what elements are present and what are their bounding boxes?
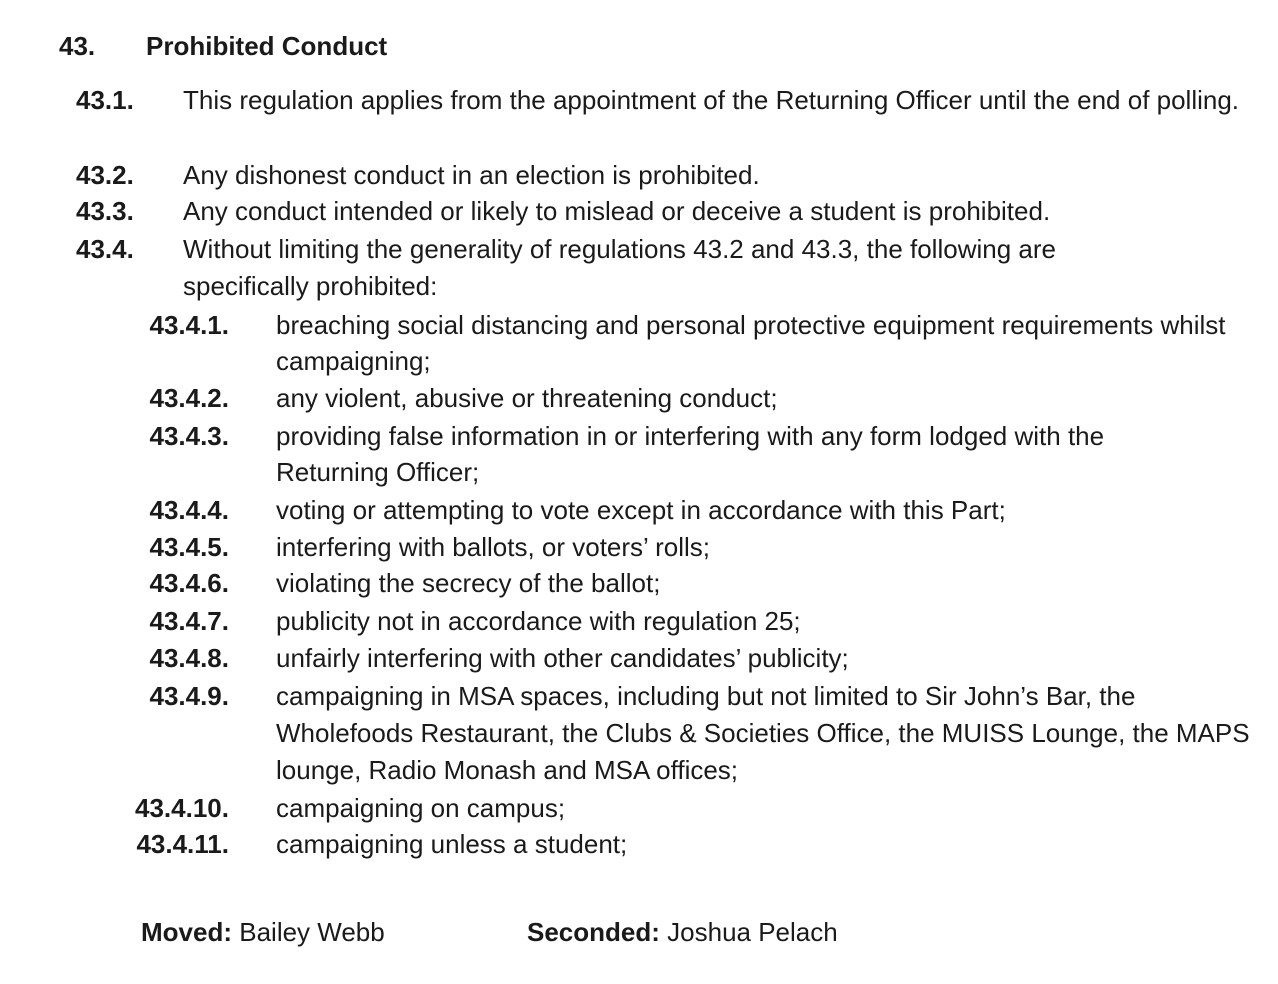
- subclause-text: campaigning on campus;: [276, 793, 566, 823]
- subclause-text: providing false information in or interfering with any form lodged with the Returning Officer;: [276, 421, 1105, 487]
- subclause-number: 43.4.9.: [149, 681, 229, 711]
- clause-number: 43.3.: [76, 196, 134, 226]
- subclause-number: 43.4.6.: [149, 568, 229, 598]
- section-number: 43.: [59, 31, 96, 61]
- seconded-label: Seconded:: [527, 917, 660, 947]
- subclause-number: 43.4.10.: [135, 793, 229, 823]
- subclause-number: 43.4.11.: [136, 829, 229, 859]
- subclause-text: unfairly interfering with other candidates’ publicity;: [276, 643, 849, 673]
- moved-name: Bailey Webb: [239, 917, 385, 947]
- clause-text: This regulation applies from the appointment of the Returning Officer until the end of polling.: [183, 85, 1240, 115]
- subclause-text: breaching social distancing and personal protective equipment requirements whilst campaigning;: [276, 310, 1226, 376]
- clause-text: Any conduct intended or likely to mislead or deceive a student is prohibited.: [183, 196, 1051, 226]
- clause-number: 43.1.: [76, 85, 134, 115]
- subclause-number: 43.4.3.: [149, 421, 229, 451]
- section-title: Prohibited Conduct: [146, 31, 388, 61]
- clause-number: 43.2.: [76, 160, 134, 190]
- subclause-text: interfering with ballots, or voters’ rolls;: [276, 532, 710, 562]
- subclause-text: any violent, abusive or threatening conduct;: [276, 383, 778, 413]
- subclause-text: violating the secrecy of the ballot;: [276, 568, 661, 598]
- moved-label: Moved:: [141, 917, 232, 947]
- subclause-number: 43.4.7.: [149, 606, 229, 636]
- subclause-number: 43.4.4.: [149, 495, 229, 525]
- subclause-text: campaigning in MSA spaces, including but not limited to Sir John’s Bar, the Wholefoods Restaurant, the Clubs & Societies Office, the MUISS Lounge, the MAPS lounge, Radio Monash and MSA offices;: [276, 681, 1250, 785]
- clause-text: Any dishonest conduct in an election is prohibited.: [183, 160, 760, 190]
- subclause-text: publicity not in accordance with regulation 25;: [276, 606, 801, 636]
- seconded-name: Joshua Pelach: [667, 917, 838, 947]
- clause-number: 43.4.: [76, 234, 134, 264]
- moved-by: [141, 914, 385, 951]
- section-heading: [59, 28, 387, 65]
- clause-text: Without limiting the generality of regulations 43.2 and 43.3, the following are specifically prohibited:: [183, 234, 1056, 301]
- seconded-by: [527, 914, 838, 951]
- subclause-number: 43.4.1.: [149, 310, 229, 340]
- subclause-number: 43.4.8.: [149, 643, 229, 673]
- subclause-text: voting or attempting to vote except in accordance with this Part;: [276, 495, 1006, 525]
- subclause-text: campaigning unless a student;: [276, 829, 628, 859]
- subclause-number: 43.4.5.: [149, 532, 229, 562]
- subclause-number: 43.4.2.: [149, 383, 229, 413]
